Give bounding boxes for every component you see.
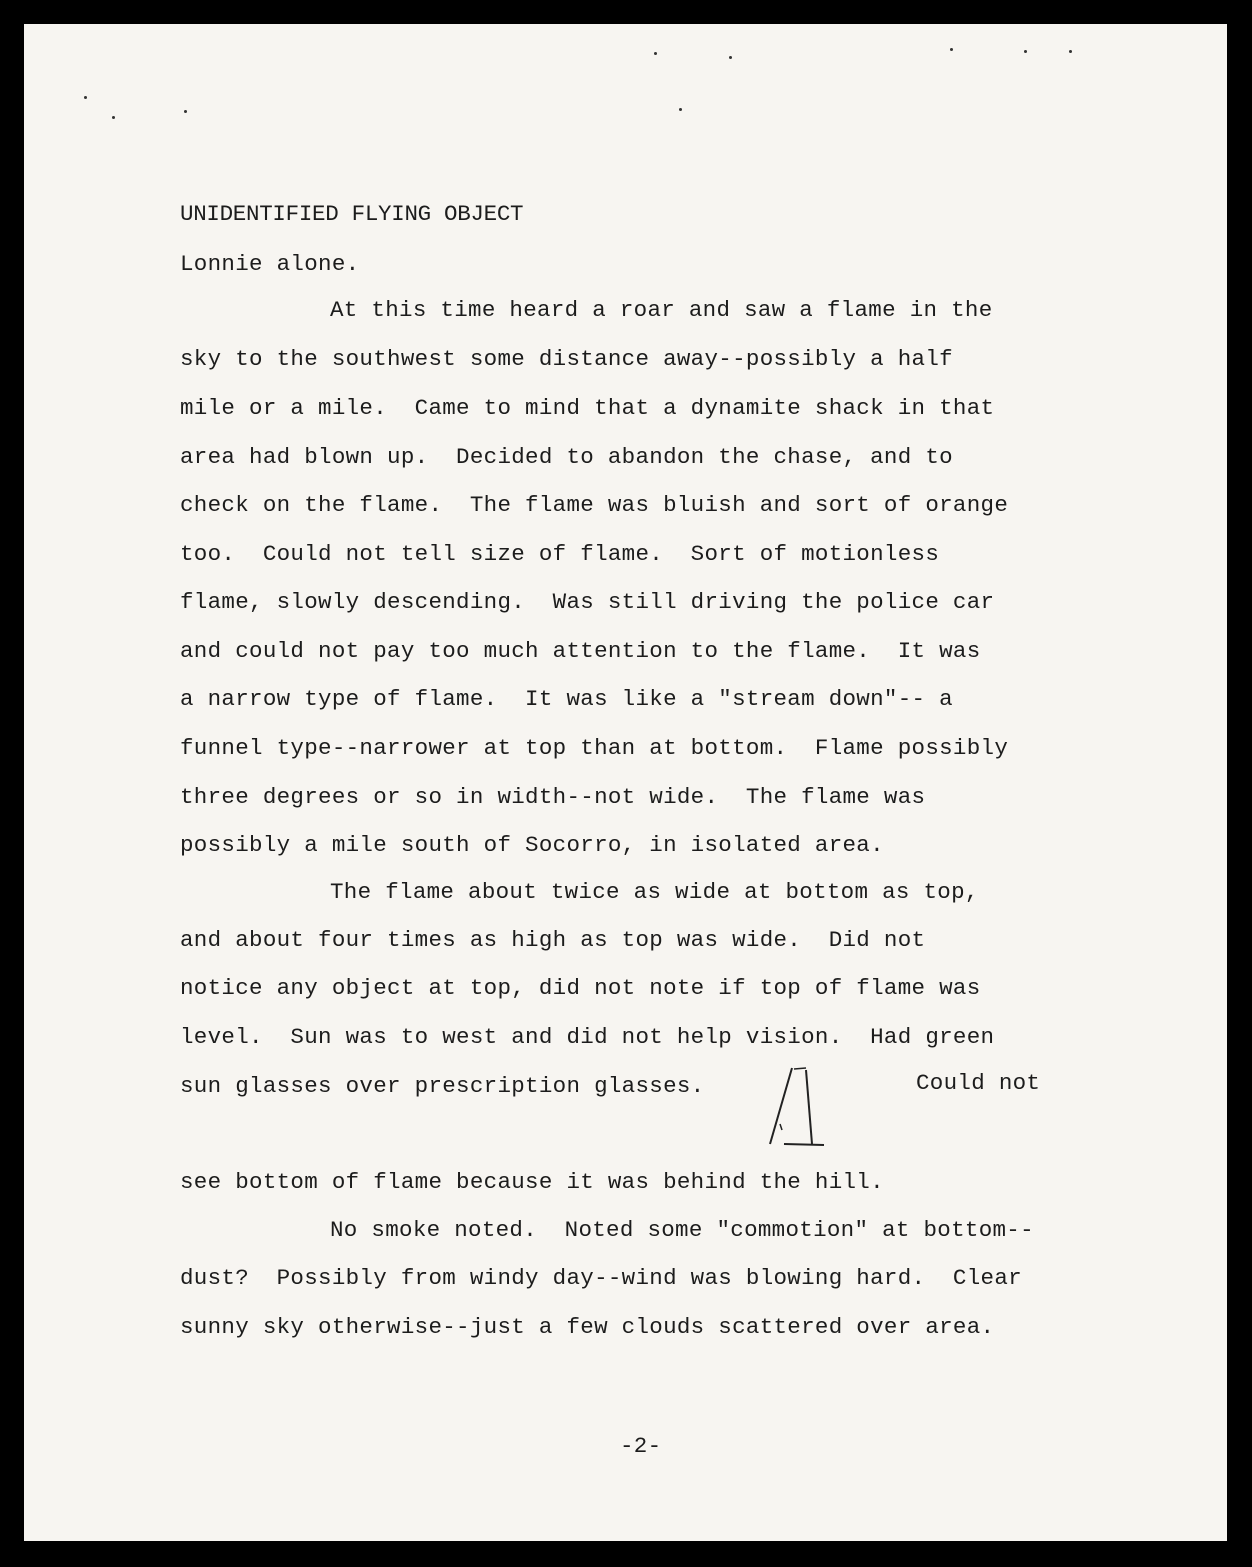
paper-speck [729, 56, 732, 59]
document-page [24, 24, 1227, 1541]
text-line: flame, slowly descending. Was still driving the police car [180, 589, 995, 615]
text-line: notice any object at top, did not note if top of flame was [180, 975, 981, 1001]
text-line: sun glasses over prescription glasses. [180, 1073, 705, 1099]
text-line: The flame about twice as wide at bottom as top, [330, 879, 979, 905]
text-line: check on the flame. The flame was bluish and sort of orange [180, 492, 1009, 518]
text-line: mile or a mile. Came to mind that a dynamite shack in that [180, 395, 995, 421]
text-line: see bottom of flame because it was behind the hill. [180, 1169, 884, 1195]
paper-speck [84, 96, 87, 99]
page-number: -2- [620, 1433, 662, 1459]
text-line: and about four times as high as top was wide. Did not [180, 927, 926, 953]
text-line: Could not [916, 1070, 1041, 1096]
document-heading: UNIDENTIFIED FLYING OBJECT [180, 201, 524, 227]
text-line: At this time heard a roar and saw a flame in the [330, 297, 993, 323]
text-line: Lonnie alone. [180, 251, 360, 277]
text-line: three degrees or so in width--not wide. The flame was [180, 784, 926, 810]
text-line: level. Sun was to west and did not help vision. Had green [180, 1024, 995, 1050]
text-line: sky to the southwest some distance away--possibly a half [180, 346, 953, 372]
text-line: too. Could not tell size of flame. Sort of motionless [180, 541, 940, 567]
paper-speck [1069, 50, 1072, 53]
text-line: area had blown up. Decided to abandon the chase, and to [180, 444, 953, 470]
text-line: possibly a mile south of Socorro, in isolated area. [180, 832, 884, 858]
text-line: No smoke noted. Noted some "commotion" at bottom-- [330, 1217, 1034, 1243]
text-line: and could not pay too much attention to the flame. It was [180, 638, 981, 664]
paper-speck [679, 108, 682, 111]
flame-sketch [762, 1064, 832, 1150]
paper-speck [950, 48, 953, 51]
paper-speck [654, 52, 657, 55]
paper-speck [184, 110, 187, 113]
text-line: funnel type--narrower at top than at bottom. Flame possibly [180, 735, 1009, 761]
text-line: sunny sky otherwise--just a few clouds scattered over area. [180, 1314, 995, 1340]
paper-speck [1024, 50, 1027, 53]
paper-speck [112, 116, 115, 119]
text-line: dust? Possibly from windy day--wind was blowing hard. Clear [180, 1265, 1022, 1291]
text-line: a narrow type of flame. It was like a "stream down"-- a [180, 686, 953, 712]
